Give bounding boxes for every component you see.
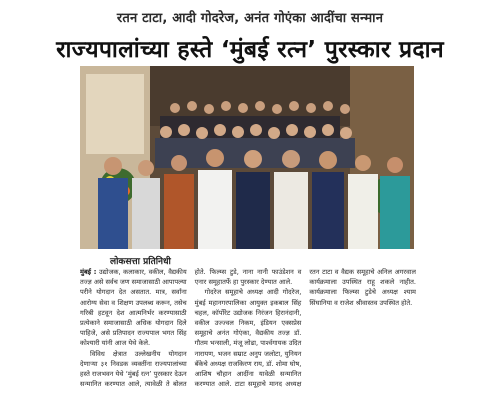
article-text-1: उद्योजक, कलाकार, वकील, वैद्यकीय तज्ज्ञ असे सर्वच जण समाजासाठी आपापल्या परीने योगदान देत असतात. मात्र, सर्वांना आरोग्य सेवा व शिक्षण उपलब्ध करून, तसेच गरिबी हटवून देश आत्मनिर्भर करण्यासाठी प्रत्येकाने समाजासाठी अधिक योगदान दिले पाहिजे, असे प्रतिपादन राज्यपाल भगत सिंह कोश्यारी यांनी आज येथे केले. (80, 268, 187, 348)
article-body (80, 267, 416, 395)
article-paragraph-1 (80, 267, 187, 349)
article-paragraph-2: विविध क्षेत्रात उल्लेखनीय योगदान देणाऱ्या ३१ निवडक व्यक्तींना राज्यपालांच्या हस्ते राजभवन येथे ‘मुंबई रत्न’ पुरस्कार देऊन सन्मानित करण्यात आले, त्यावेळी ते बोलत होते. फिल्म्स टुडे, नाना नानी फाउंडेशन व एनार समूहातर्फे हा पुरस्कार देण्यात आले. (80, 268, 302, 389)
dateline: मुंबई : (80, 268, 97, 276)
byline: लोकसत्ता प्रतिनिधी (110, 257, 171, 267)
group-photo (80, 66, 414, 249)
headline-kicker: रतन टाटा, आदी गोदरेज, अनंत गोएंका आदींचा सन्मान (116, 11, 384, 26)
group-photo-image (80, 66, 414, 249)
article-paragraph-3: गोदरेज समूहाचे अध्यक्ष आदी गोदरेज, मुंबई महानगरपालिका आयुक्त इकबाल सिंह चहल, कॉर्पोरेट उद्योजक निरंजन हिरानंदानी, वकील उज्ज्वल निकम, इंडियन एक्सप्रेस समूहाचे अनंत गोएंका, वैद्यकीय तज्ज्ञ डॉ. गौतम भन्साली, मंजू लोढा, पार्श्वगायक उदित नारायण, भजन सम्राट अनुप जलोटा, युनियन बँकेचे अध्यक्ष राजकिरण राय, डॉ. शोमा घोष, आशिष चौहान आदींना यावेळी सन्मानित करण्यात आले. टाटा समूहाचे मानद अध्यक्ष रतन टाटा व वैद्यक समूहाचे अनिल अगरवाल कार्यक्रमाला उपस्थित राहू शकले नाहीत. कार्यक्रमाला फिल्म्स टुडेचे अध्यक्ष श्याम सिंघानिया व राजेश श्रीवास्तव उपस्थित होते. (194, 268, 416, 389)
headline: राज्यपालांच्या हस्ते ‘मुंबई रत्न’ पुरस्कार प्रदान (56, 37, 444, 63)
